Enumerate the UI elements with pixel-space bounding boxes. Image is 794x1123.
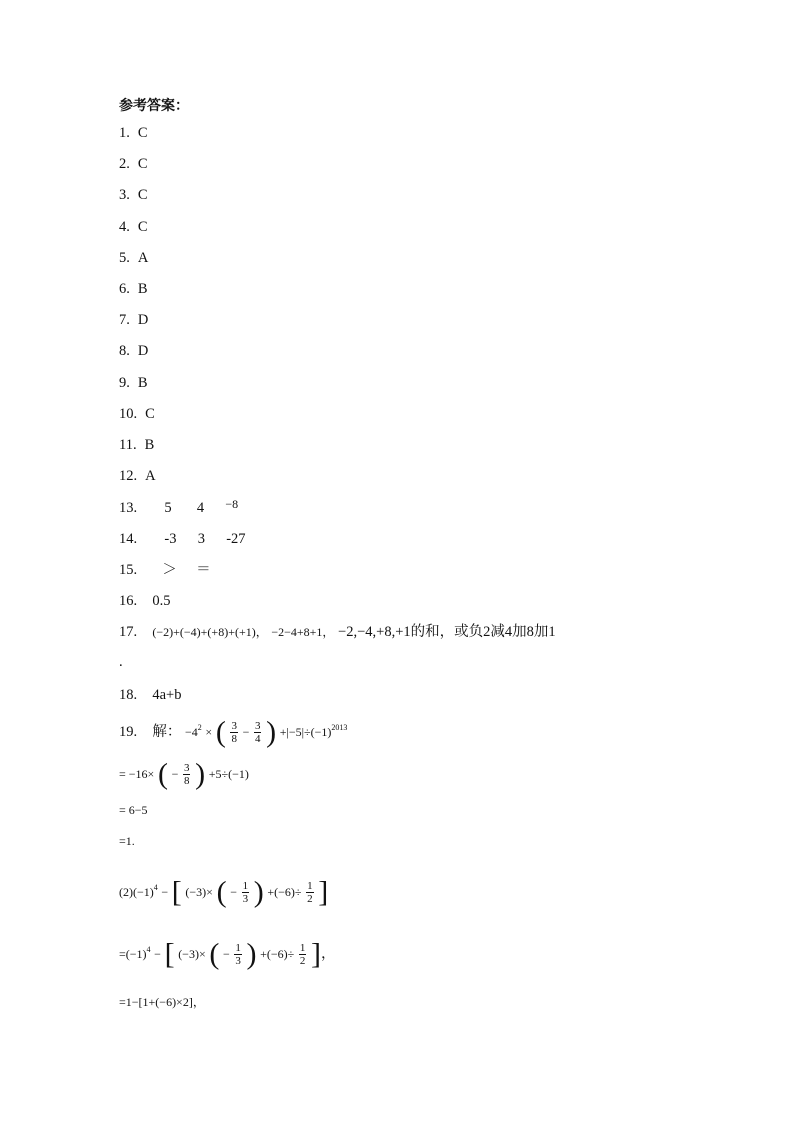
math-operator: − [171,766,179,781]
answer-value: -3 [164,531,177,547]
answer-row [119,279,148,299]
right-bracket: ] [318,875,329,909]
question-number: 11. [119,437,137,453]
question-number: 16. [119,593,138,609]
expression: −2,−4,+8,+1的和，或负2减4加8加1 [338,624,556,640]
math-term: +(−6)÷ [260,946,295,961]
answer-row [119,435,154,455]
right-paren: ) [253,875,264,909]
math-operator: × [205,724,213,739]
fraction: $\frac{3}{8}$ [183,762,190,787]
math-term: (−3)× [185,884,213,899]
answer-row [119,185,148,205]
answer-choice: D [137,312,149,329]
math-term: −4 [185,724,198,739]
question-number: 19. [119,723,138,740]
fraction: $\frac{1}{2}$ [307,880,313,905]
fraction: $\frac{3}{4}$ [254,720,261,745]
math-operator: − [230,884,237,899]
answer-value: 4a+b [152,687,182,703]
answer-value: 3 [197,531,205,547]
answer-row [119,466,156,486]
fraction: $\frac{1}{3}$ [242,880,249,905]
math-term: =(−1) [119,946,147,961]
math-operator: − [161,884,169,899]
answer-19-part-2 [119,875,329,909]
question-number: 6. [119,281,130,297]
answer-row [119,373,148,393]
answer-choice: B [137,374,148,391]
question-number: 8. [119,343,130,360]
answer-choice: D [137,343,149,360]
answer-19-line-4: =1. [119,834,135,848]
left-bracket: [ [171,875,182,909]
answer-15 [119,560,211,580]
answer-choice: B [137,281,148,297]
answer-value: 5 [164,500,172,516]
answer-row [119,341,148,361]
answer-row [119,123,148,143]
question-number: 10. [119,405,138,422]
answer-17 [119,622,556,642]
solution-label: 解： [152,723,182,740]
math-operator: − [154,946,161,961]
exponent: 2 [197,723,202,732]
answer-choice: C [137,187,148,204]
answer-19-line-3: = 6−5 [119,803,148,817]
answer-row [119,217,148,237]
answer-choice: A [145,468,156,485]
answer-row [119,404,155,424]
answer-value: -27 [226,531,246,547]
exponent: 2013 [331,723,348,732]
question-number: 9. [119,374,130,391]
left-bracket: [ [164,937,175,971]
fraction: $\frac{1}{2}$ [299,942,306,967]
question-number: 13. [119,500,138,516]
answer-value: −8 [225,497,239,511]
fraction: $\frac{3}{8}$ [231,720,237,745]
answer-choice: C [145,405,155,422]
left-paren: ( [216,875,227,909]
answer-row [119,154,148,174]
expression: −2−4+8+1， [271,625,335,639]
right-paren: ) [246,937,257,971]
left-paren: ( [215,715,226,749]
math-punctuation: ， [321,945,336,962]
math-term: (2)(−1) [119,884,154,899]
right-paren: ) [195,757,206,791]
right-paren: ) [266,715,277,749]
exponent: 4 [153,883,158,892]
question-number: 2. [119,156,130,173]
answer-choice: C [137,156,148,173]
question-number: 3. [119,187,130,204]
answer-18 [119,685,182,705]
math-operator: − [222,946,230,961]
answer-value: ＞ [162,562,177,578]
math-term: (−3)× [178,946,206,961]
answer-value: ＝ [196,562,211,578]
answer-19-part-2-line-3: =1−[1+(−6)×2]， [119,995,205,1009]
math-operator: − [242,724,250,739]
expression: (−2)+(−4)+(+8)+(+1)， [152,625,268,639]
answer-19-line-2 [119,757,249,791]
answer-choice: B [144,437,155,453]
answer-row [119,248,148,268]
math-term: +|−5|÷(−1) [279,724,332,739]
answer-19-line-1 [119,715,348,749]
answer-17-continuation: . [119,654,123,670]
math-term: +(−6)÷ [267,884,302,899]
answer-choice: A [137,249,149,266]
right-bracket: ] [311,937,321,971]
answer-choice: C [137,125,148,141]
answer-13 [119,498,238,518]
answer-14 [119,529,246,549]
answer-key-title: 参考答案： [119,98,189,114]
answer-row [119,310,148,330]
question-number: 5. [119,249,130,266]
question-number: 4. [119,218,130,235]
math-term: = −16× [119,766,155,781]
question-number: 1. [119,125,130,141]
answer-value: 4 [196,500,205,516]
question-number: 17. [119,624,138,640]
answer-value: 0.5 [152,593,171,609]
answer-16 [119,591,171,611]
exponent: 4 [146,945,151,954]
answer-19-part-2-line-2 [119,937,336,971]
left-paren: ( [209,937,220,971]
question-number: 15. [119,562,138,578]
math-term: +5÷(−1) [208,766,249,781]
fraction: $\frac{1}{3}$ [235,942,241,967]
question-number: 14. [119,531,138,547]
question-number: 18. [119,687,138,703]
question-number: 7. [119,312,130,329]
question-number: 12. [119,468,138,485]
answer-choice: C [137,218,148,235]
left-paren: ( [157,757,168,791]
